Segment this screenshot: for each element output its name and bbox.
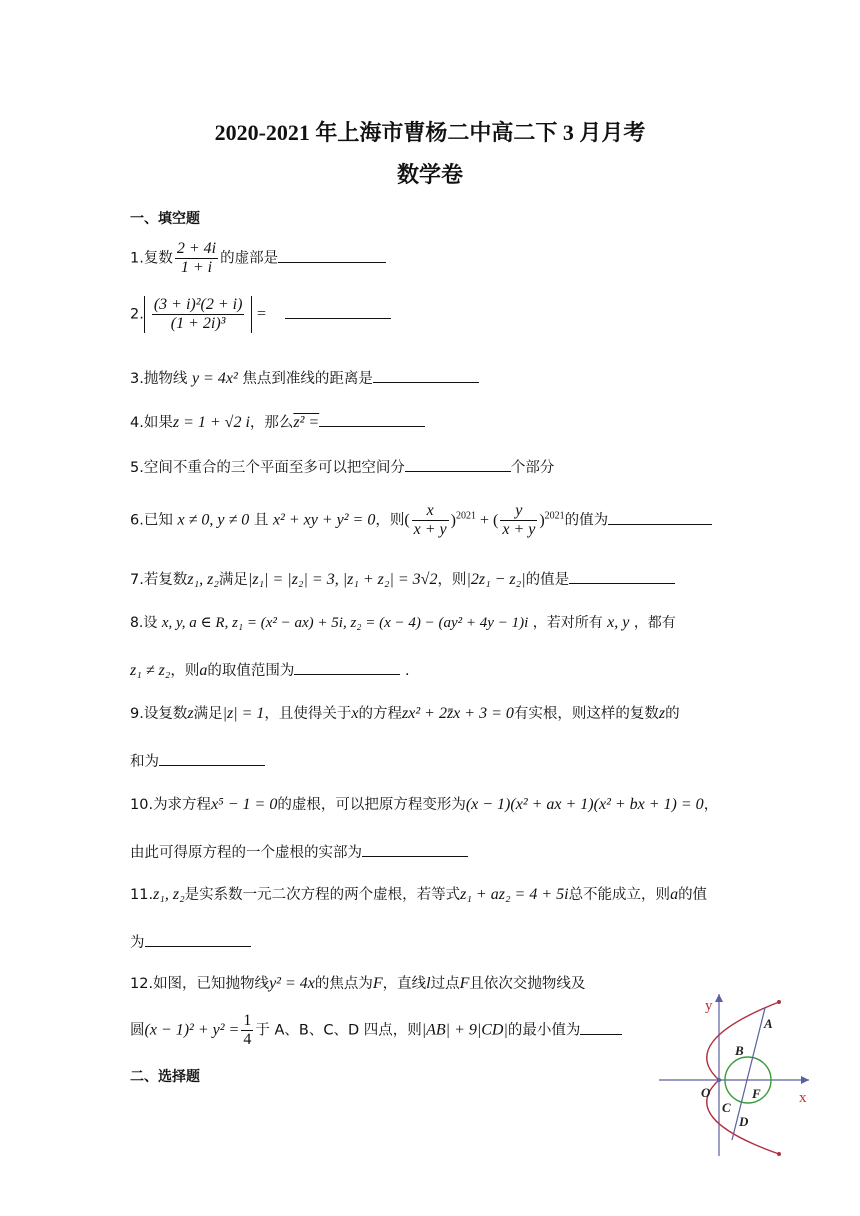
question-12-line-2: 圆(x − 1)² + y² = $\frac{1}{4}$ 于 A、B、C、D 四点，则|AB| + 9|CD|的最小值为 [130, 1012, 622, 1049]
section-fill-in: 一、填空题 [130, 211, 200, 227]
question-7: 7.若复数z₁, z₂满足|z₁| = |z₂| = 3, |z₁ + z₂| = 3√2，则|2z₁ − z₂|的值是 [130, 567, 675, 591]
focus-label: F [752, 1086, 761, 1101]
line-l [732, 1008, 765, 1140]
answer-blank-4[interactable] [319, 410, 425, 427]
question-8: 8.设 x, y, a ∈ R, z₁ = (x² − ax) + 5i, z₂ = (x − 4) − (ay² + 4y − 1)i ，若对所有 x, y ，都有 [130, 614, 676, 631]
question-10: 10.为求方程x⁵ − 1 = 0的虚根，可以把原方程变形为(x − 1)(x² + ax + 1)(x² + bx + 1) = 0， [130, 796, 719, 813]
x-axis-arrow-icon [801, 1076, 809, 1084]
page-title: 2020-2021 年上海市曹杨二中高二下 3 月月考 [214, 120, 646, 145]
question-8-line-2: z₁ ≠ z₂，则a的取值范围为 . [130, 658, 410, 682]
question-9-line-2: 和为 [130, 749, 265, 773]
x-axis-label: x [799, 1090, 807, 1106]
answer-blank-9[interactable] [159, 749, 265, 766]
question-5: 5.空间不重合的三个平面至多可以把空间分 个部分 [130, 455, 554, 479]
point-c-label: C [722, 1100, 731, 1115]
question-11: 11.z₁, z₂是实系数一元二次方程的两个虚根，若等式z₁ + az₂ = 4 + 5i总不能成立，则a的值 [130, 886, 708, 903]
question-11-line-2: 为 [130, 930, 251, 954]
point-a-label: A [764, 1016, 773, 1031]
answer-blank-10[interactable] [362, 840, 468, 857]
answer-blank-8[interactable] [294, 658, 400, 675]
question-2: 2. $\frac{\text{(3 + i)²(2 + i)}}{\text{(1 + 2i)³}}$ = [130, 296, 391, 333]
question-9: 9.设复数z满足|z| = 1，且使得关于x的方程zx² + 2z̄x + 3 = 0有实根，则这样的复数z的 [130, 705, 680, 722]
curve-endpoint-top [777, 1000, 781, 1004]
q1-fraction: $\frac{2 + 4i}{1 + i}$ [176, 240, 217, 276]
y-axis-label: y [705, 998, 713, 1014]
curve-endpoint-bottom [777, 1152, 781, 1156]
answer-blank-1[interactable] [278, 246, 386, 263]
question-4: 4.如果z = 1 + √2 i，那么z² = [130, 410, 425, 434]
question-1: 1.复数 $\frac{2 + 4i}{1 + i}$ 的虚部是 [130, 240, 386, 277]
question-6: 6.已知 x ≠ 0, y ≠ 0 且 x² + xy + y² = 0，则( $\frac{x}{x + y}$ )$^{2021}$ + ( $\frac{y}{x + y}$ )$^{2021}$的值为 [130, 502, 712, 539]
origin-label: O [701, 1085, 711, 1100]
answer-blank-7[interactable] [569, 567, 675, 584]
answer-blank-6[interactable] [608, 508, 712, 525]
answer-blank-5[interactable] [405, 455, 511, 472]
answer-blank-3[interactable] [373, 366, 479, 383]
answer-blank-11[interactable] [145, 930, 251, 947]
section-choice: 二、选择题 [130, 1069, 200, 1085]
answer-blank-2[interactable] [285, 302, 391, 319]
page-subtitle: 数学卷 [396, 162, 463, 187]
answer-blank-12[interactable] [580, 1018, 622, 1035]
question-10-line-2: 由此可得原方程的一个虚根的实部为 [130, 840, 468, 864]
parabola-circle-figure [655, 990, 815, 1160]
point-b-label: B [735, 1043, 744, 1058]
point-d-label: D [739, 1114, 749, 1129]
question-12: 12.如图，已知抛物线y² = 4x的焦点为F，直线l过点F且依次交抛物线及 [130, 975, 586, 992]
y-axis-arrow-icon [715, 994, 723, 1002]
q2-fraction: $\frac{\text{(3 + i)²(2 + i)}}{\text{(1 + 2i)³}}$ [153, 296, 243, 332]
question-3: 3.抛物线 y = 4x² 焦点到准线的距离是 [130, 366, 479, 390]
origin-point [717, 1078, 721, 1082]
